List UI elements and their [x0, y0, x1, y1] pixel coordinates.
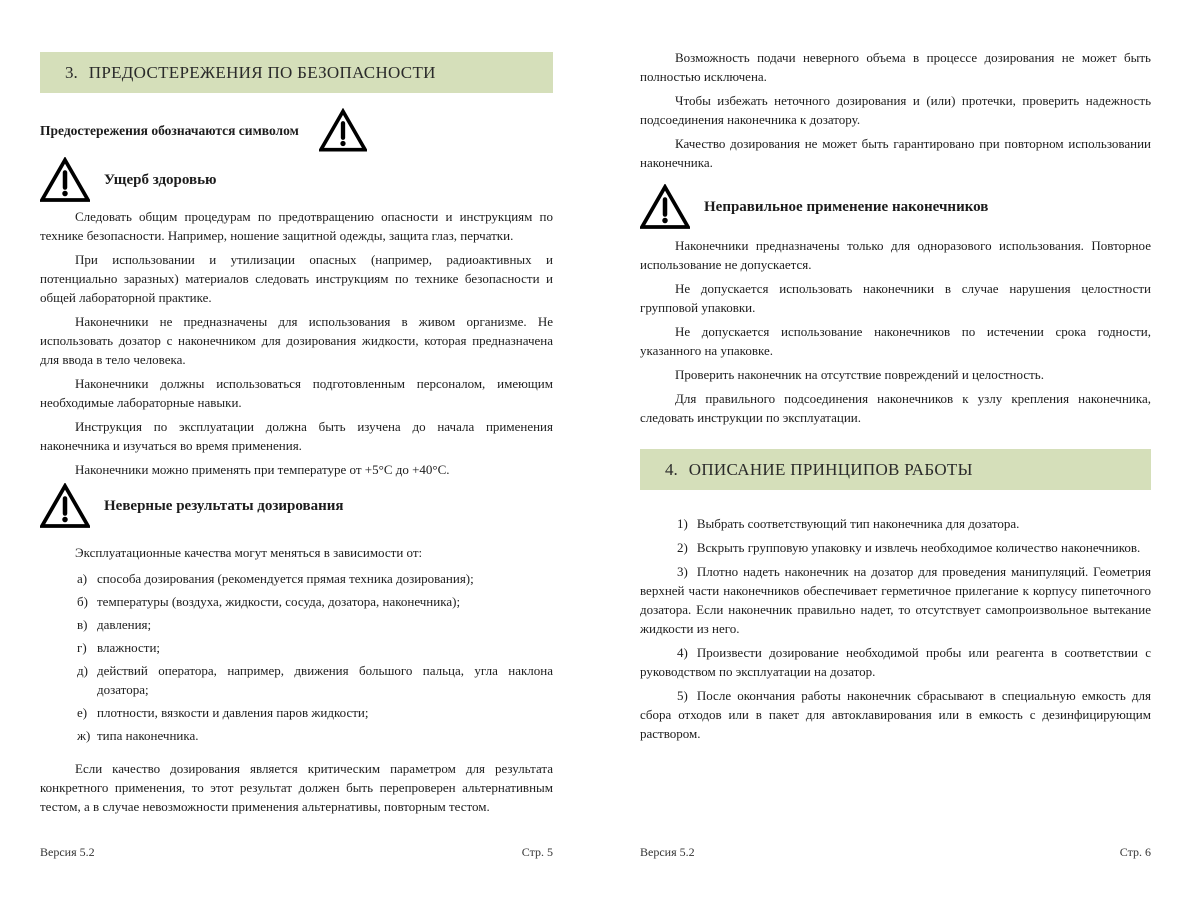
numbered-step [640, 643, 1151, 681]
step-text: Выбрать соответствующий тип наконечника для дозатора. [696, 516, 1020, 531]
list-text: плотности, вязкости и давления паров жидкости; [97, 705, 369, 720]
warning-symbol-note [40, 108, 553, 153]
warning-title: Неверные результаты дозирования [104, 497, 344, 514]
list-item [40, 638, 553, 657]
footer-version: Версия 5.2 [40, 845, 95, 859]
step-text: Плотно надеть наконечник на дозатор для проведения манипуляций. Геометрия верхней части наконечников обеспечивает герметичное прилегание к корпусу пипеточного дозатора. Если наконечник правильно надет, то отсутствует самопроизвольное вытекание жидкости из него. [640, 564, 1151, 636]
step-marker: 3) [677, 564, 688, 579]
step-text: Вскрыть групповую упаковку и извлечь необходимое количество наконечников. [696, 540, 1141, 555]
footer-version: Версия 5.2 [640, 845, 695, 859]
warning-title: Ущерб здоровью [104, 171, 217, 188]
list-item [40, 592, 553, 611]
paragraph: При использовании и утилизации опасных (например, радиоактивных и потенциально заразных) материалов следовать инструкциям по технике безопасности и общей лабораторной практике. [40, 252, 553, 305]
warning-triangle-icon [640, 184, 690, 230]
step-text: Произвести дозирование необходимой пробы или реагента в соответствии с руководством по эксплуатации на дозатор. [640, 645, 1151, 679]
section-title: ОПИСАНИЕ ПРИНЦИПОВ РАБОТЫ [688, 459, 973, 479]
paragraph: Наконечники не предназначены для использования в живом организме. Не использовать дозатор с наконечником для дозирования жидкости, которая предназначена для ввода в тело человека. [40, 314, 553, 367]
warning-results-heading [40, 483, 553, 529]
list-item [40, 661, 553, 699]
warning-triangle-icon [40, 157, 90, 203]
page-5 [40, 0, 553, 900]
paragraph: Не допускается использовать наконечники в случае нарушения целостности групповой упаковки. [640, 281, 1151, 315]
paragraph: Инструкция по эксплуатации должна быть изучена до начала применения наконечника и изучаться во время применения. [40, 419, 553, 453]
list-marker: г) [77, 640, 87, 655]
footer-page-number: Стр. 5 [521, 845, 553, 859]
warning-triangle-icon [40, 483, 90, 529]
list-marker: в) [77, 617, 88, 632]
page-footer [640, 845, 1151, 860]
list-marker: ж) [77, 728, 91, 743]
list-text: влажности; [97, 640, 161, 655]
paragraph: Качество дозирования не может быть гарантировано при повторном использовании наконечника. [640, 136, 1151, 170]
step-marker: 1) [677, 516, 688, 531]
step-marker: 5) [677, 688, 688, 703]
warning-misuse-heading [640, 184, 1151, 230]
footer-page-number: Стр. 6 [1119, 845, 1151, 859]
warning-symbol-label: Предостережения обозначаются символом [40, 122, 299, 138]
list-text: способа дозирования (рекомендуется прямая техника дозирования); [97, 571, 474, 586]
list-item [40, 726, 553, 745]
list-intro: Эксплуатационные качества могут меняться в зависимости от: [75, 545, 423, 560]
list-marker: б) [77, 594, 88, 609]
paragraph: Для правильного подсоединения наконечников к узлу крепления наконечника, следовать инструкции по эксплуатации. [640, 391, 1151, 425]
paragraph: Не допускается использование наконечников по истечении срока годности, указанного на упаковке. [640, 324, 1151, 358]
list-item [40, 569, 553, 588]
step-marker: 2) [677, 540, 688, 555]
step-marker: 4) [677, 645, 688, 660]
paragraph: Возможность подачи неверного объема в процессе дозирования не может быть полностью исключена. [640, 50, 1151, 84]
warning-health-heading [40, 157, 553, 203]
paragraph: Следовать общим процедурам по предотвращению опасности и инструкциям по технике безопасности. Например, ношение защитной одежды, защита глаз, перчатки. [40, 209, 553, 243]
list-text: типа наконечника. [97, 728, 199, 743]
step-text: После окончания работы наконечник сбрасывают в специальную емкость для сбора отходов или в пакет для автоклавирования или в емкость с дезинфицирующим раствором. [640, 688, 1151, 741]
page-6 [640, 0, 1151, 900]
section-3-header [40, 52, 553, 93]
paragraph: Наконечники предназначены только для одноразового использования. Повторное использование не допускается. [640, 238, 1151, 272]
warning-title: Неправильное применение наконечников [704, 198, 989, 215]
paragraph: Если качество дозирования является критическим параметром для результата конкретного применения, то этот результат должен быть перепроверен альтернативным тестом, а в случае невозможности применения альтернативы, повторным тестом. [40, 761, 553, 814]
list-text: температуры (воздуха, жидкости, сосуда, дозатора, наконечника); [97, 594, 461, 609]
section-number: 3. [65, 62, 78, 82]
paragraph: Проверить наконечник на отсутствие повреждений и целостность. [675, 367, 1044, 382]
numbered-step [640, 562, 1151, 638]
list-item [40, 703, 553, 722]
numbered-step [640, 538, 1151, 557]
section-number: 4. [665, 459, 678, 479]
numbered-step [640, 686, 1151, 743]
list-item [40, 615, 553, 634]
paragraph: Наконечники должны использоваться подготовленным персоналом, имеющим необходимые лабораторные навыки. [40, 376, 553, 410]
paragraph: Чтобы избежать неточного дозирования и (или) протечки, проверить надежность подсоединения наконечника к дозатору. [640, 93, 1151, 127]
list-text: действий оператора, например, движения большого пальца, угла наклона дозатора; [97, 663, 553, 697]
page-footer [40, 845, 553, 860]
list-marker: а) [77, 571, 88, 586]
warning-triangle-icon [319, 108, 367, 153]
list-marker: е) [77, 705, 88, 720]
numbered-step [640, 514, 1151, 533]
list-text: давления; [97, 617, 152, 632]
section-4-header [640, 449, 1151, 490]
paragraph: Наконечники можно применять при температуре от +5°С до +40°С. [75, 462, 450, 477]
list-marker: д) [77, 663, 88, 678]
section-title: ПРЕДОСТЕРЕЖЕНИЯ ПО БЕЗОПАСНОСТИ [88, 62, 436, 82]
